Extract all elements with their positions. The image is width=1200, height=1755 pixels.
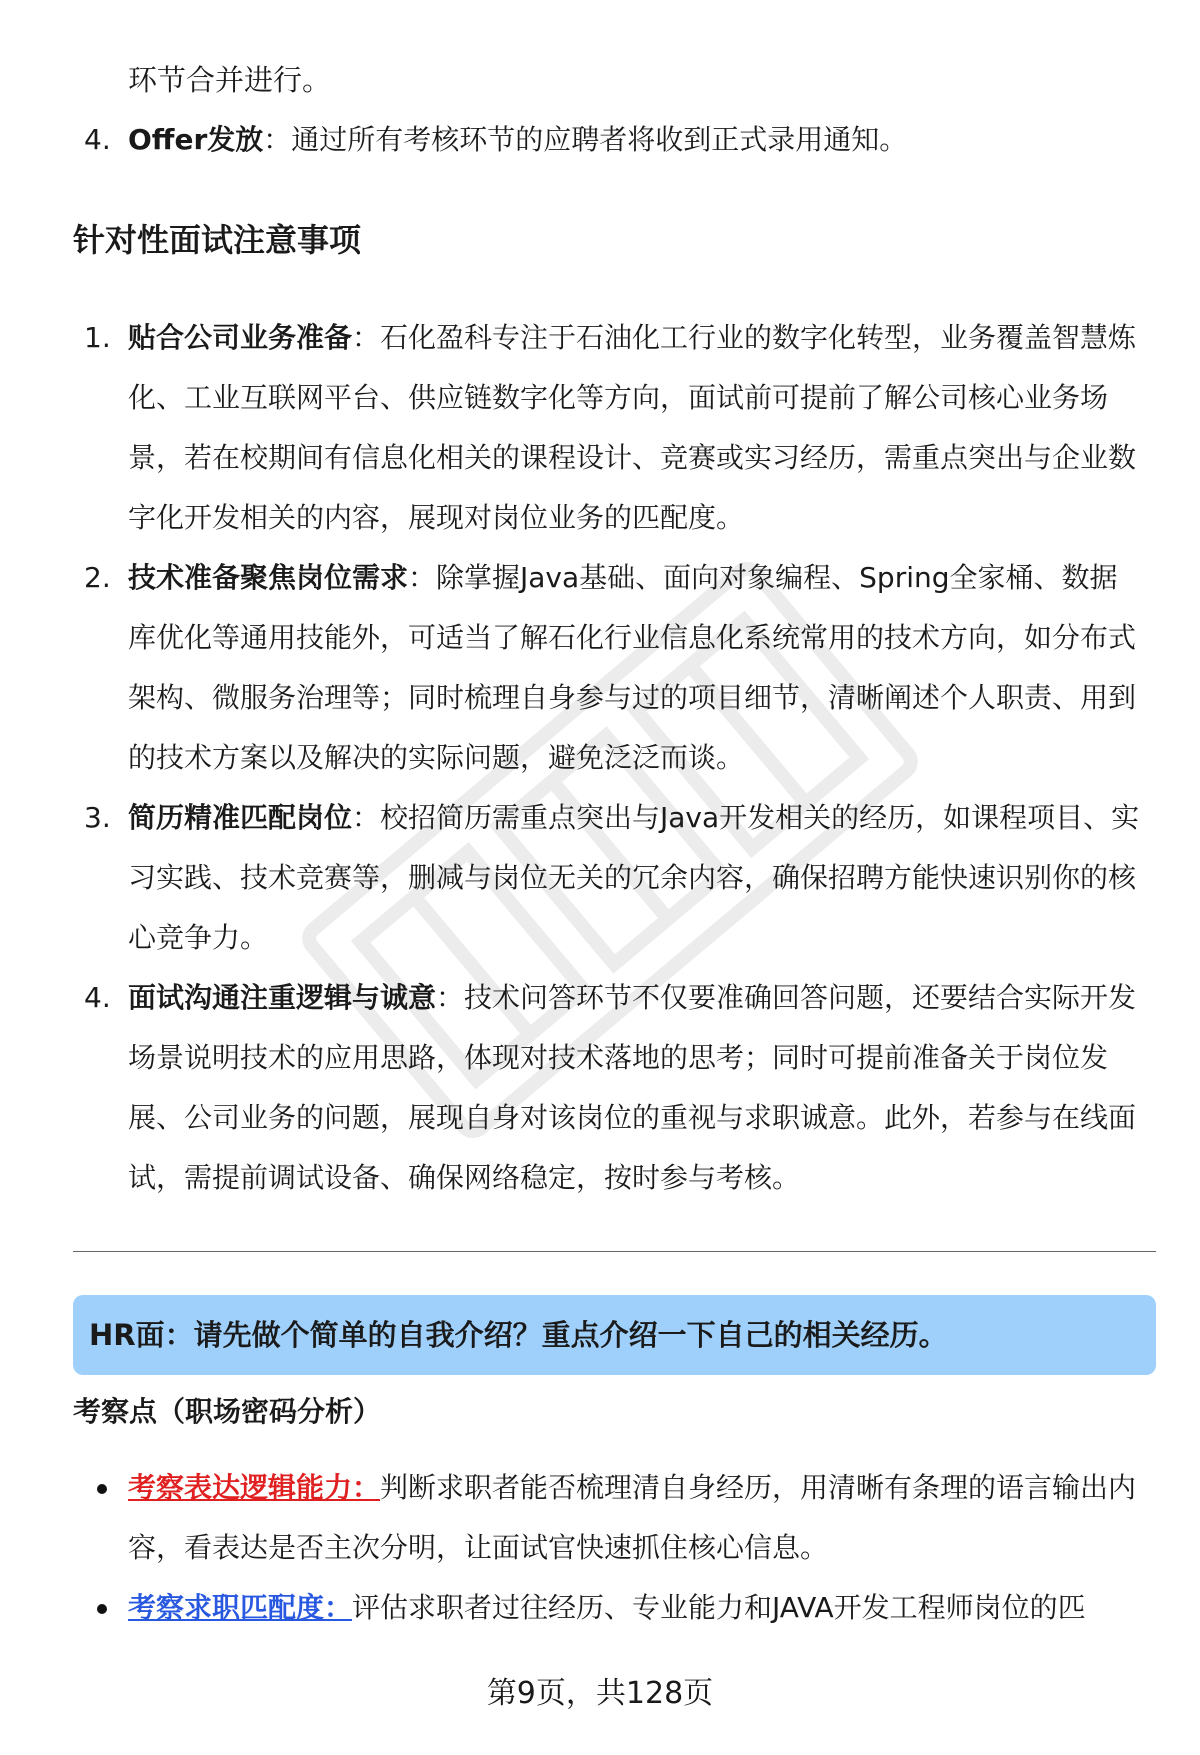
list-item <box>0 308 1200 548</box>
page-footer: 第9页，共128页 <box>486 1676 714 1711</box>
item-heading: 面试沟通注重逻辑与诚意 <box>128 981 437 1014</box>
bullet-label: 考察表达逻辑能力： <box>128 1471 381 1504</box>
list-number: 2. <box>84 561 111 594</box>
item-text: ：除掌握Java基础、面向对象编程、Spring全家桶、数据库优化等通用技能外，可适当了解石化行业信息化系统常用的技术方向，如分布式架构、微服务治理等；同时梳理自身参与过的项目细节，清晰阐述个人职责、用到的技术方案以及解决的实际问题，避免泛泛而谈。 <box>128 561 1137 774</box>
continuation-text: 环节合并进行。 <box>128 63 332 97</box>
item-text: ：校招简历需重点突出与Java开发相关的经历，如课程项目、实习实践、技术竞赛等，删减与岗位无关的冗余内容，确保招聘方能快速识别你的核心竞争力。 <box>128 801 1140 954</box>
item-heading: 贴合公司业务准备 <box>128 321 353 354</box>
list-number: 4. <box>84 981 111 1014</box>
item-heading: 技术准备聚焦岗位需求 <box>128 561 409 594</box>
bullet-text: 评估求职者过往经历、专业能力和JAVA开发工程师岗位的匹 <box>352 1591 1086 1624</box>
bullet-item <box>0 1578 1200 1638</box>
list-item <box>0 548 1200 788</box>
divider <box>73 1251 1156 1252</box>
analysis-bullets <box>0 1458 1200 1638</box>
item-text: ：技术问答环节不仅要准确回答问题，还要结合实际开发场景说明技术的应用思路，体现对技术落地的思考；同时可提前准备关于岗位发展、公司业务的问题，展现自身对该岗位的重视与求职诚意。此外，若参与在线面试，需提前调试设备、确保网络稳定，按时参与考核。 <box>128 981 1137 1194</box>
item-text: ：石化盈科专注于石油化工行业的数字化转型，业务覆盖智慧炼化、工业互联网平台、供应链数字化等方向，面试前可提前了解公司核心业务场景，若在校期间有信息化相关的课程设计、竞赛或实习经历，需重点突出与企业数字化开发相关的内容，展现对岗位业务的匹配度。 <box>128 321 1137 534</box>
bullet-text: 判断求职者能否梳理清自身经历，用清晰有条理的语言输出内容，看表达是否主次分明，让面试官快速抓住核心信息。 <box>128 1471 1137 1564</box>
item-heading: Offer发放 <box>128 123 264 156</box>
bullet-label: 考察求职匹配度： <box>128 1591 353 1624</box>
list-item <box>0 110 1200 170</box>
item-heading: 简历精准匹配岗位 <box>128 801 353 834</box>
list-number: 1. <box>84 321 111 354</box>
item-text: ：通过所有考核环节的应聘者将收到正式录用通知。 <box>263 123 908 156</box>
notes-list <box>0 308 1200 1208</box>
list-number: 3. <box>84 801 111 834</box>
list-item <box>0 968 1200 1208</box>
bullet-dot <box>97 1484 107 1494</box>
bullet-dot <box>97 1604 107 1614</box>
analysis-title: 考察点（职场密码分析） <box>73 1395 382 1428</box>
list-item <box>0 788 1200 968</box>
list-number: 4. <box>84 123 111 156</box>
bullet-item <box>0 1458 1200 1578</box>
question-text: HR面：请先做个简单的自我介绍？重点介绍一下自己的相关经历。 <box>89 1318 948 1352</box>
section-title: 针对性面试注意事项 <box>73 221 362 259</box>
question-box <box>73 1295 1156 1375</box>
process-list <box>0 110 1200 170</box>
